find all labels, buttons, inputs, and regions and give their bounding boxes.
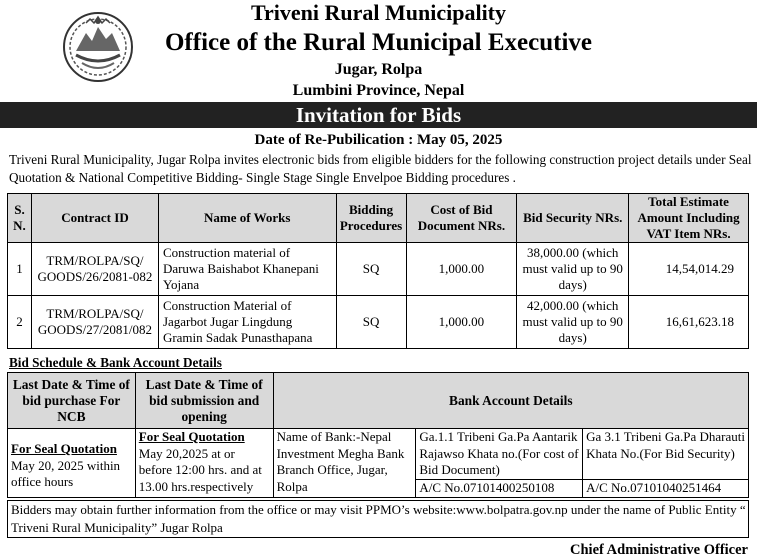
- cell-contract-id: TRM/ROLPA/SQ/ GOODS/26/2081-082: [31, 243, 158, 296]
- col-header-estimate: Total Estimate Amount Including VAT Item NRs.: [629, 194, 749, 243]
- col-header-procedure: Bidding Procedures: [336, 194, 406, 243]
- cell-works: Construction Material of Jagarbot Jugar Lingdung Gramin Sadak Punasthapana: [158, 296, 336, 349]
- purchase-date-cell: [8, 429, 136, 498]
- schedule-header-bank: Bank Account Details: [273, 373, 748, 429]
- account2-desc: Ga 3.1 Tribeni Ga.Pa Dharauti Khata No.(For Bid Security): [583, 429, 749, 480]
- schedule-title: Bid Schedule & Bank Account Details: [9, 355, 222, 370]
- submission-date: May 20,2025 at or before 12:00 hrs. and at 13.00 hrs.respectively: [138, 445, 262, 494]
- republication-date: Date of Re-Pubilication : May 05, 2025: [254, 132, 503, 148]
- cell-cost: 1,000.00: [406, 243, 517, 296]
- cell-security: 38,000.00 (which must valid up to 90 days): [517, 243, 629, 296]
- cell-works: Construction material of Daruwa Baishabot Khanepani Yojana: [158, 243, 336, 296]
- office-location: Jugar, Rolpa: [334, 61, 423, 78]
- intro-paragraph: Triveni Rural Municipality, Jugar Rolpa invites electronic bids from eligible bidders for the following construction project details under Seal Quotation & National Competitive Bidding- Single Stage Single Envelpoe Bidding procedures .: [9, 152, 752, 185]
- schedule-header-submission: Last Date & Time of bid submission and opening: [135, 373, 273, 429]
- cell-sn: 1: [8, 243, 32, 296]
- table-row: [8, 296, 749, 349]
- office-province: Lumbini Province, Nepal: [292, 82, 465, 99]
- cell-procedure: SQ: [336, 296, 406, 349]
- table-row: [8, 243, 749, 296]
- cell-sn: 2: [8, 296, 32, 349]
- col-header-cost: Cost of Bid Document NRs.: [406, 194, 517, 243]
- purchase-label: For Seal Quotation: [11, 441, 117, 456]
- col-header-sn: S. N.: [8, 194, 32, 243]
- bidder-note: Bidders may obtain further information from the office or may visit PPMO’s website:www.bolpatra.gov.np under the name of Public Entity “ Triveni Rural Municipality” Jugar Rolpa: [8, 501, 749, 538]
- submission-date-cell: [135, 429, 273, 498]
- col-header-security: Bid Security NRs.: [517, 194, 629, 243]
- cell-estimate: 14,54,014.29: [629, 243, 749, 296]
- schedule-header-row: [8, 373, 749, 429]
- municipality-name: Triveni Rural Municipality: [250, 0, 507, 25]
- cell-procedure: SQ: [336, 243, 406, 296]
- account1-number: A/C No.07101400250108: [416, 479, 583, 497]
- contracts-table: [7, 193, 749, 349]
- notice-header: [0, 0, 757, 100]
- cell-security: 42,000.00 (which must valid up to 90 days): [517, 296, 629, 349]
- notice-title-banner: Invitation for Bids: [0, 102, 757, 128]
- office-name: Office of the Rural Municipal Executive: [164, 29, 592, 56]
- col-header-contract-id: Contract ID: [31, 194, 158, 243]
- schedule-table: [7, 372, 749, 498]
- cell-cost: 1,000.00: [406, 296, 517, 349]
- account2-number: A/C No.07101040251464: [583, 479, 749, 497]
- signatory-title: Chief Administrative Officer: [570, 542, 748, 558]
- note-box: [7, 500, 749, 538]
- schedule-header-purchase: Last Date & Time of bid purchase For NCB: [8, 373, 136, 429]
- cell-contract-id: TRM/ROLPA/SQ/ GOODS/27/2081/082: [31, 296, 158, 349]
- bank-name-cell: Name of Bank:-Nepal Investment Megha Bank Branch Office, Jugar, Rolpa: [273, 429, 416, 498]
- cell-estimate: 16,61,623.18: [629, 296, 749, 349]
- purchase-date: May 20, 2025 within office hours: [11, 457, 121, 489]
- table-header-row: [8, 194, 749, 243]
- schedule-row: [8, 429, 749, 480]
- col-header-works: Name of Works: [158, 194, 336, 243]
- account1-desc: Ga.1.1 Tribeni Ga.Pa Aantarik Rajawso Khata no.(For cost of Bid Document): [416, 429, 583, 480]
- submission-label: For Seal Quotation: [138, 429, 245, 444]
